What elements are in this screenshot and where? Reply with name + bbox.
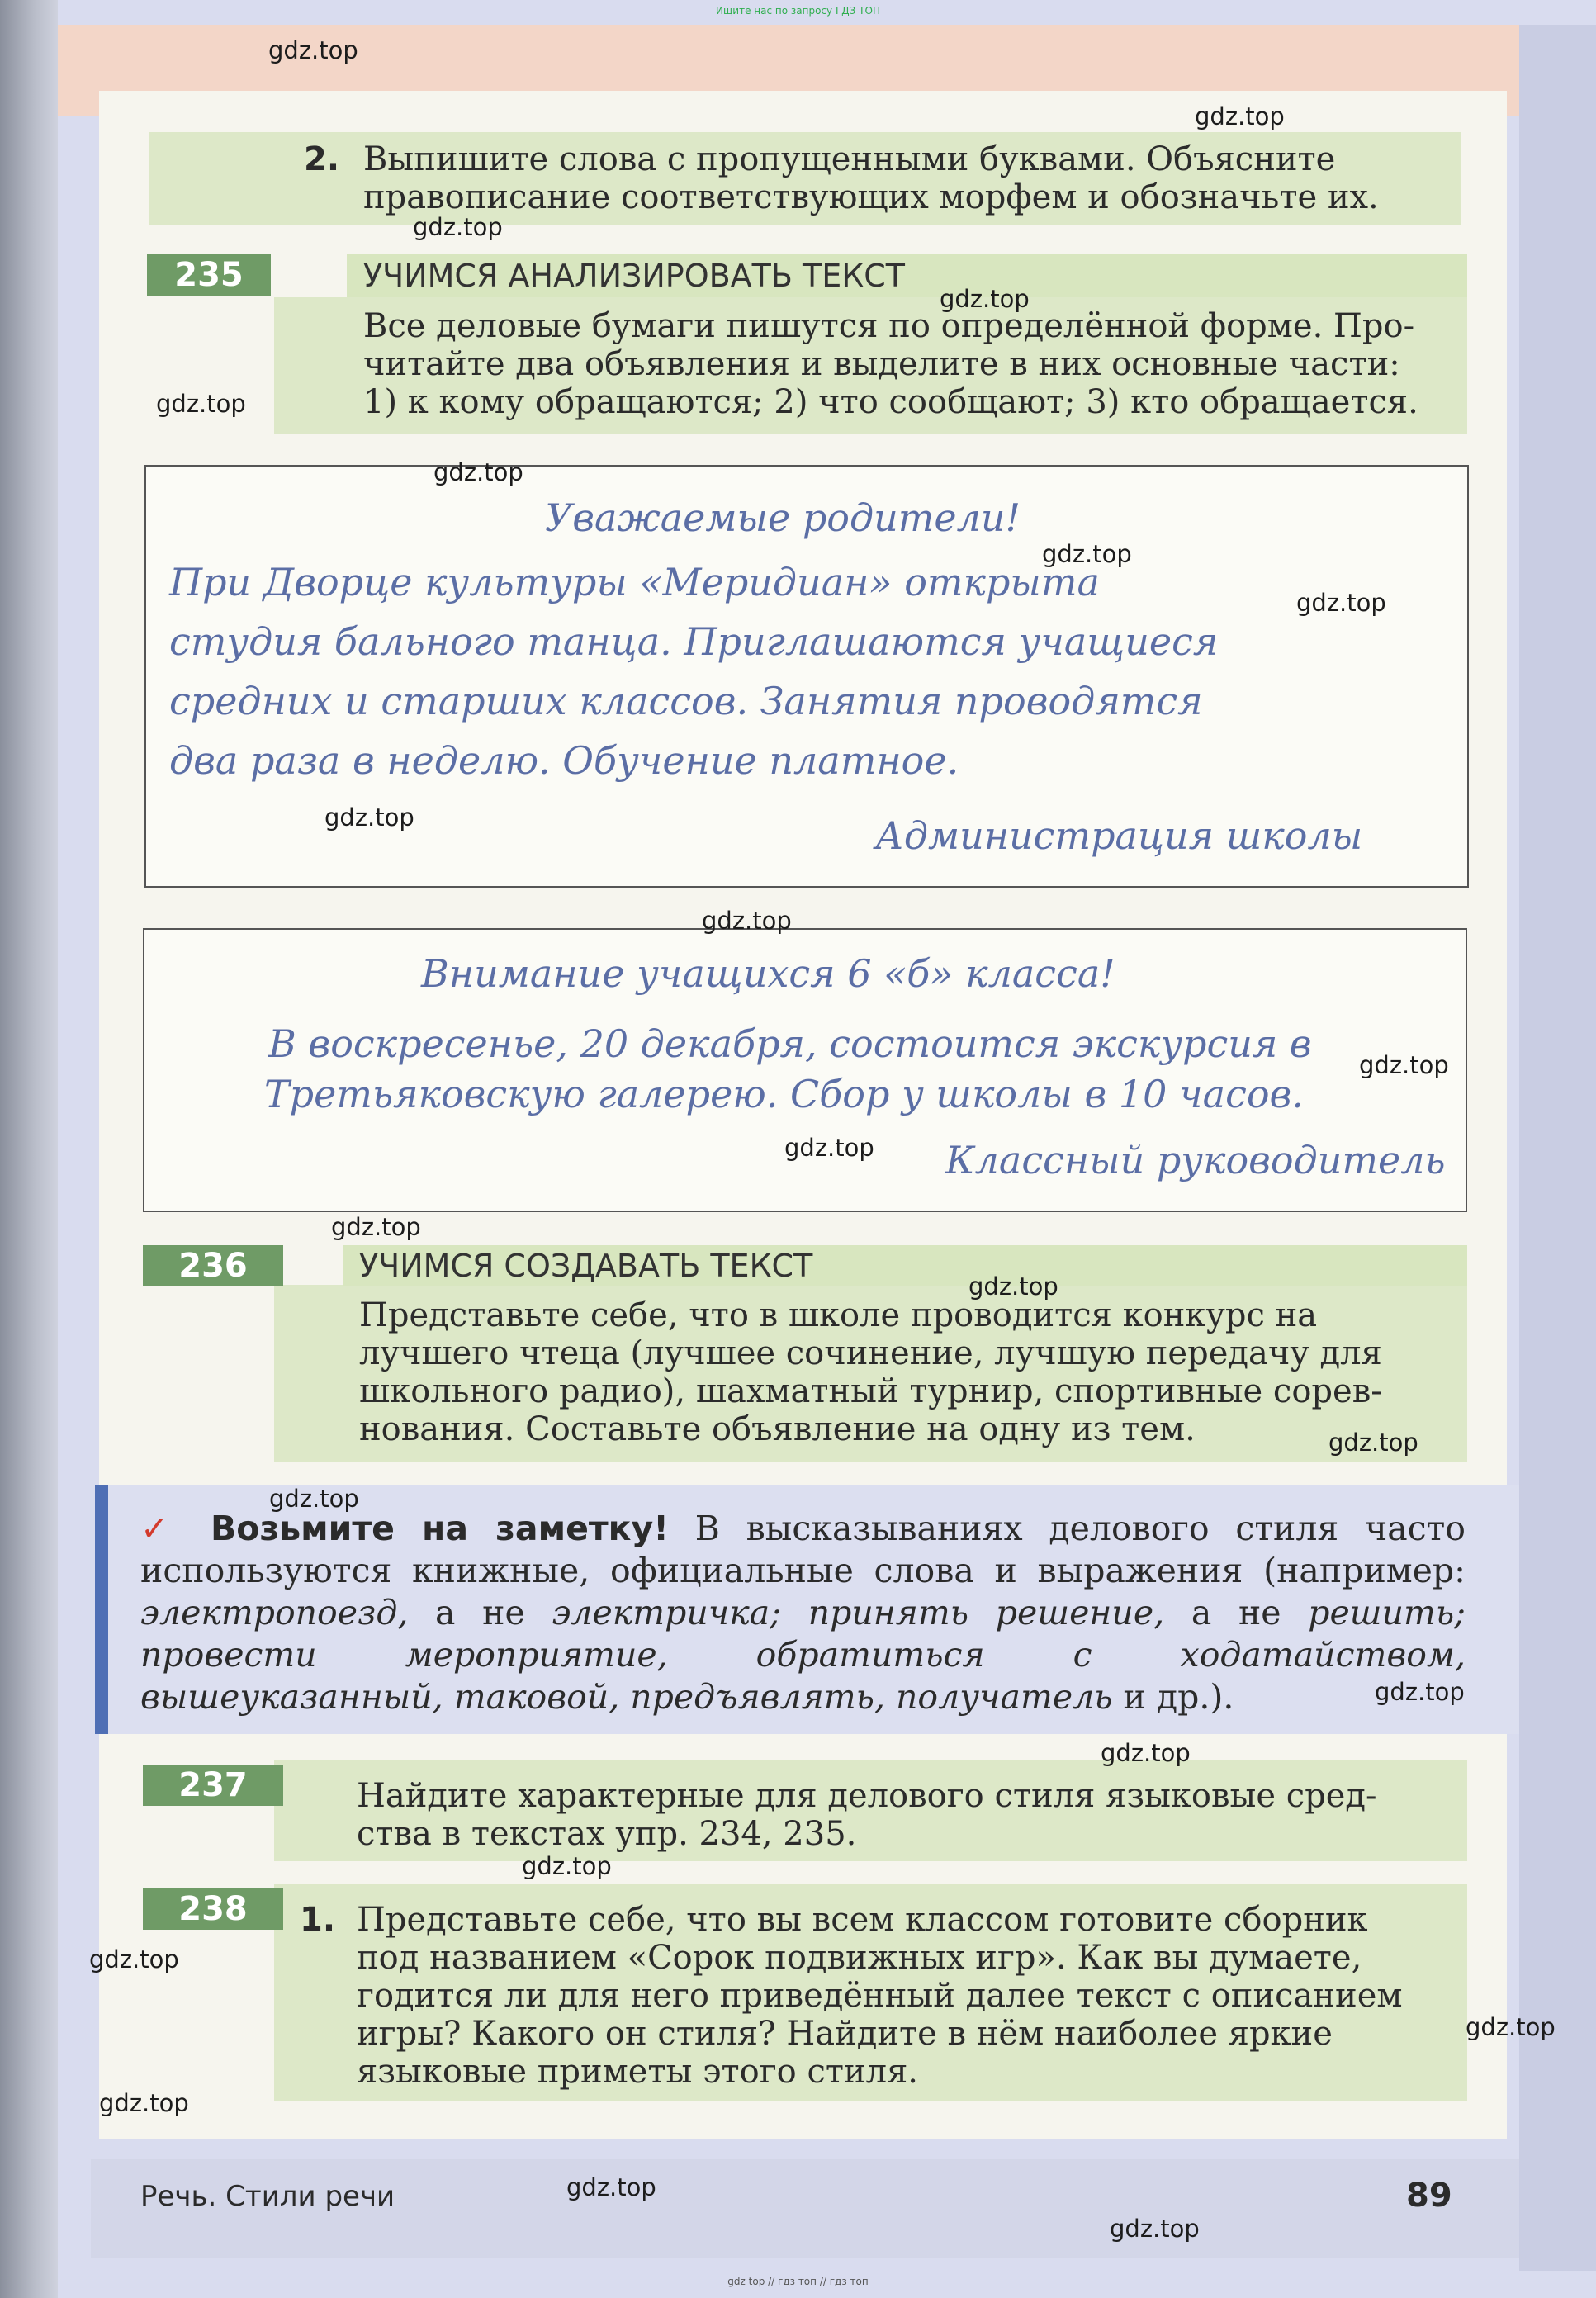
watermark: gdz.top <box>1296 589 1386 617</box>
ex235-number: 235 <box>147 254 271 296</box>
ex235-line: читайте два объявления и выделите в них основные части: <box>363 345 1400 383</box>
ex236-line: школьного радио), шахматный турнир, спортивные сорев- <box>359 1372 1382 1410</box>
task2-line: Выпишите слова с пропущенными буквами. Объясните <box>363 140 1336 178</box>
watermark: gdz.top <box>331 1213 421 1241</box>
note-segment: а не <box>408 1593 552 1632</box>
ex238-item-number: 1. <box>300 1901 336 1939</box>
book-spine <box>0 0 58 2298</box>
task2-number: 2. <box>304 140 340 178</box>
ex235-text <box>363 307 1452 421</box>
notice2-signature: Классный руководитель <box>945 1138 1446 1182</box>
watermark: gdz.top <box>702 907 792 935</box>
watermark: gdz.top <box>156 390 246 418</box>
note-example: электричка; <box>552 1593 782 1632</box>
footer-section-title: Речь. Стили речи <box>140 2180 395 2213</box>
task2-line: правописание соответствующих морфем и обозначьте их. <box>363 178 1379 216</box>
ex238-line: Представьте себе, что вы всем классом готовите сборник <box>357 1901 1368 1939</box>
note-example: принять решение, <box>807 1593 1165 1632</box>
ex237-number: 237 <box>143 1765 283 1806</box>
notice2-greeting: Внимание учащихся 6 «б» класса! <box>421 951 1115 996</box>
right-margin-strip <box>1519 25 1596 2271</box>
watermark: gdz.top <box>1042 540 1132 568</box>
notice1-line: студия бального танца. Приглашаются учащиеся <box>169 619 1219 664</box>
notice2-line: Третьяковскую галерею. Сбор у школы в 10 часов. <box>264 1072 1304 1116</box>
watermark: gdz.top <box>1466 2013 1556 2041</box>
ex238-line: под названием «Сорок подвижных игр». Как вы думаете, <box>357 1939 1362 1977</box>
note-segment: а не <box>1164 1593 1309 1632</box>
ex236-number: 236 <box>143 1245 283 1286</box>
watermark: gdz.top <box>1359 1051 1449 1079</box>
note-example: электропоезд, <box>140 1593 409 1632</box>
note-title: Возьмите на заметку! <box>210 1509 669 1548</box>
watermark: gdz.top <box>1375 1678 1465 1706</box>
notice1-line: При Дворце культуры «Меридиан» открыта <box>169 560 1100 604</box>
ex238-text <box>357 1901 1447 2091</box>
ex235-line: Все деловые бумаги пишутся по определённой форме. Про- <box>363 307 1415 345</box>
ex237-line: ства в текстах упр. 234, 235. <box>357 1815 857 1853</box>
watermark: gdz.top <box>1328 1429 1418 1457</box>
note-text <box>140 1508 1466 1718</box>
ex235-line: 1) к кому обращаются; 2) что сообщают; 3) кто обращается. <box>363 383 1418 421</box>
ex236-line: лучшего чтеца (лучшее сочинение, лучшую передачу для <box>359 1334 1382 1372</box>
ex236-line: Представьте себе, что в школе проводится конкурс на <box>359 1296 1318 1334</box>
watermark: gdz.top <box>1110 2215 1200 2243</box>
page-number: 89 <box>1406 2177 1452 2215</box>
watermark: gdz.top <box>968 1272 1058 1301</box>
notice1-line: два раза в неделю. Обучение платное. <box>169 738 959 783</box>
ex236-text <box>359 1296 1447 1448</box>
ex236-heading: УЧИМСЯ СОЗДАВАТЬ ТЕКСТ <box>343 1245 1467 1286</box>
check-icon: ✓ <box>140 1509 185 1548</box>
watermark: gdz.top <box>566 2173 656 2201</box>
note-segment: В высказываниях делового стиля часто используются книжные, официальные слова и выражения (например: <box>140 1509 1466 1590</box>
watermark: gdz.top <box>1101 1739 1191 1767</box>
ex238-line: игры? Какого он стиля? Найдите в нём наиболее яркие <box>357 2015 1333 2053</box>
ex238-line: годится ли для него приведённый далее текст с описанием <box>357 1977 1403 2015</box>
note-segment: и др.). <box>1112 1677 1234 1717</box>
notice2-line: В воскресенье, 20 декабря, состоится экскурсия в <box>268 1021 1312 1066</box>
watermark: gdz.top <box>522 1852 612 1880</box>
ex238-line: языковые приметы этого стиля. <box>357 2053 919 2091</box>
notice1-greeting: Уважаемые родители! <box>545 495 1021 540</box>
task2-text <box>363 140 1452 216</box>
watermark: gdz.top <box>433 458 523 486</box>
ex235-heading: УЧИМСЯ АНАЛИЗИРОВАТЬ ТЕКСТ <box>347 254 1467 297</box>
bottom-notice: gdz top // гдз топ // гдз топ <box>727 2276 869 2287</box>
notice1-signature: Администрация школы <box>875 813 1363 858</box>
watermark: gdz.top <box>1195 102 1285 130</box>
watermark: gdz.top <box>269 1485 359 1513</box>
note-accent-bar <box>95 1485 108 1734</box>
notice1-line: средних и старших классов. Занятия проводятся <box>169 679 1203 723</box>
watermark: gdz.top <box>784 1134 874 1162</box>
watermark: gdz.top <box>324 803 414 832</box>
watermark: gdz.top <box>99 2089 189 2117</box>
ex238-number: 238 <box>143 1888 283 1930</box>
watermark: gdz.top <box>413 213 503 241</box>
watermark: gdz.top <box>940 285 1030 313</box>
ex236-line: нования. Составьте объявление на одну из тем. <box>359 1410 1196 1448</box>
watermark: gdz.top <box>89 1945 179 1973</box>
top-notice: Ищите нас по запросу ГДЗ ТОП <box>716 5 880 17</box>
note-example: решить; провести мероприятие, обратиться с ходатайством, вышеуказанный, таковой, предъявлять, получатель <box>140 1593 1466 1717</box>
ex237-line: Найдите характерные для делового стиля языковые сред- <box>357 1777 1377 1815</box>
ex237-text <box>357 1777 1447 1853</box>
watermark: gdz.top <box>268 36 358 64</box>
note-segment <box>781 1593 808 1632</box>
